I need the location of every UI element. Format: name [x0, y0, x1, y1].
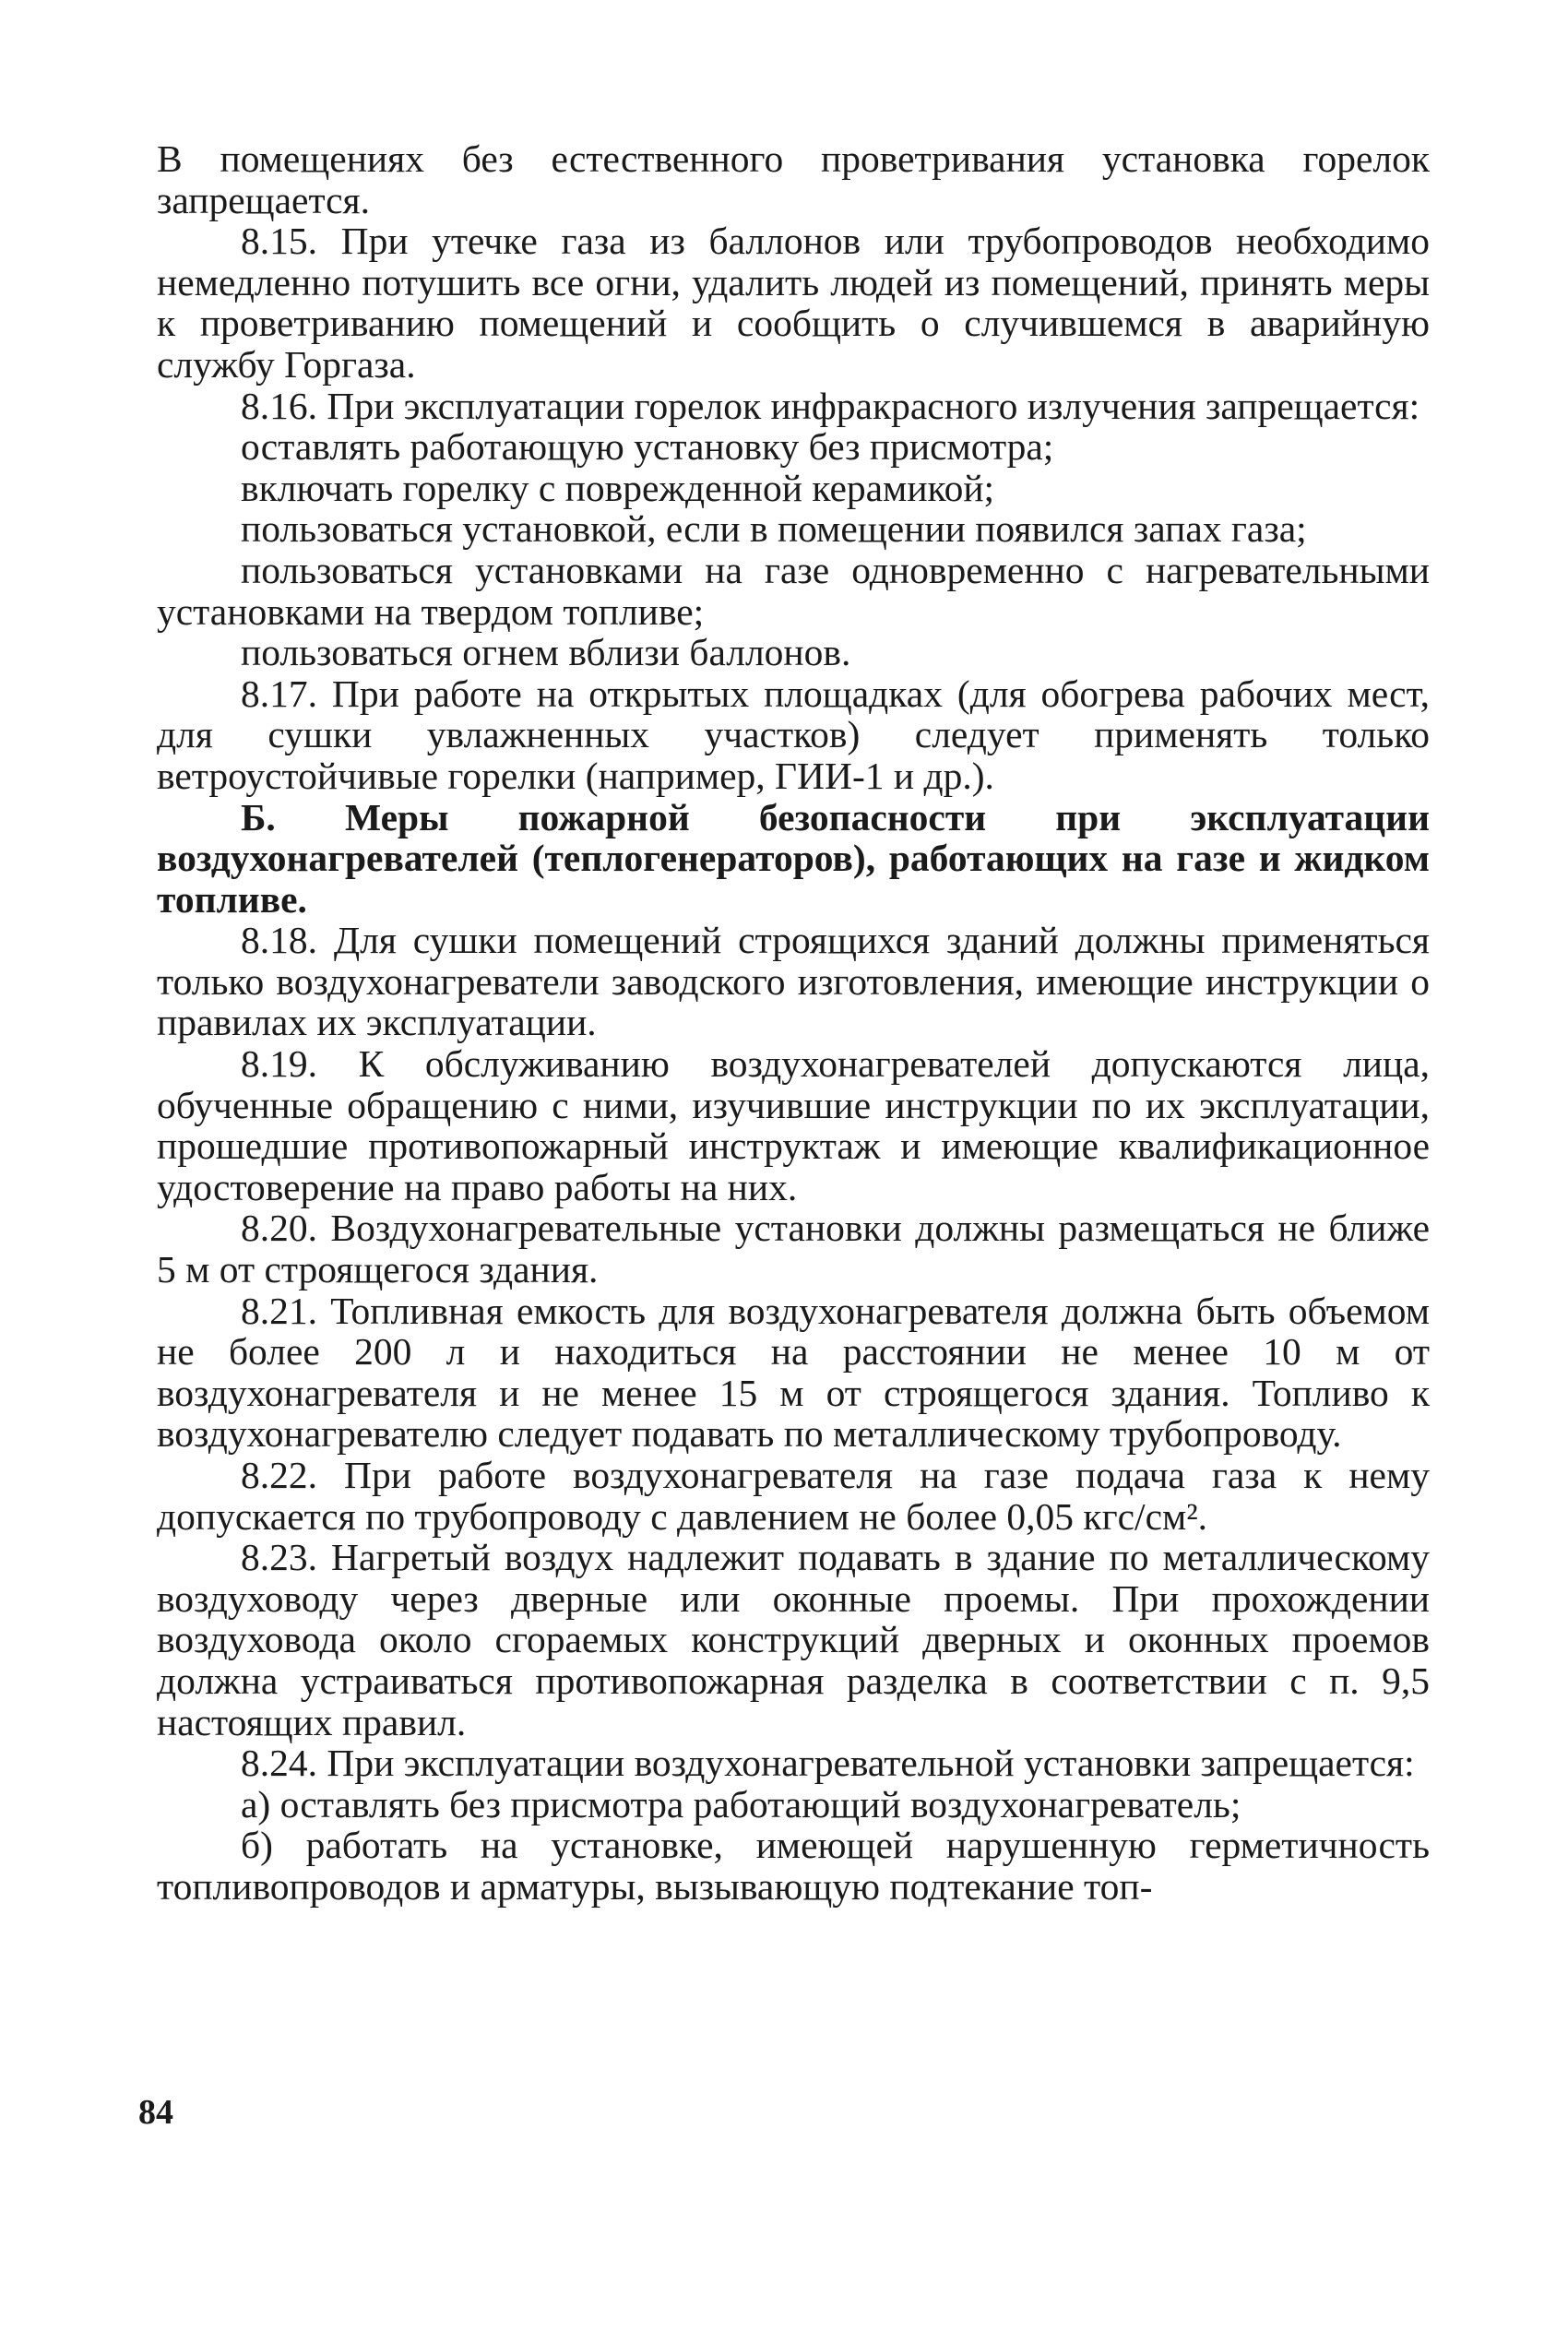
paragraph-8-20: 8.20. Воздухонагревательные установки должны размещаться не ближе 5 м от строящегося здания. — [157, 1207, 1430, 1291]
paragraph-8-16: 8.16. При эксплуатации горелок инфракрасного излучения запрещается: — [241, 384, 1420, 427]
list-item-8-16-1: оставлять работающую установку без присмотра; — [241, 425, 1054, 469]
list-item-8-16-2: включать горелку с поврежденной керамикой; — [241, 466, 995, 509]
paragraph-8-21: 8.21. Топливная емкость для воздухонагревателя должна быть объемом не более 200 л и находиться на расстоянии не менее 10 м от воздухонагревателя и не менее 15 м от строящегося здания. Топливо к воздухонагревателю следует подавать по металлическому трубопроводу. — [157, 1289, 1430, 1456]
paragraph-8-15: 8.15. При утечке газа из баллонов или трубопроводов необходимо немедленно потушить все огни, удалить людей из помещений, принять меры к проветриванию помещений и сообщить о случившемся в аварийную службу Горгаза. — [157, 220, 1430, 386]
list-item-8-16-5: пользоваться огнем вблизи баллонов. — [241, 631, 851, 674]
paragraph-8-18: 8.18. Для сушки помещений строящихся зданий должны применяться только воздухонагреватели заводского изготовления, имеющие инструкции о правилах их эксплуатации. — [157, 919, 1430, 1044]
paragraph-8-23: 8.23. Нагретый воздух надлежит подавать в здание по металлическому воздуховоду через дверные или оконные проемы. При прохождении воздуховода около сгораемых конструкций дверных и оконных проемов должна устраиваться противопожарная разделка в соответствии с п. 9,5 настоящих правил. — [157, 1536, 1430, 1743]
section-heading-b: Б. Меры пожарной безопасности при эксплуатации воздухонагревателей (теплогенераторов), работающих на газе и жидком топливе. — [157, 795, 1430, 921]
list-item-8-16-4: пользоваться установками на газе одновременно с нагревательными установками на твердом топливе; — [157, 548, 1430, 633]
list-item-8-16-3: пользоваться установкой, если в помещении появился запах газа; — [241, 507, 1307, 551]
paragraph-8-17: 8.17. При работе на открытых площадках (для обогрева рабочих мест, для сушки увлажненных участков) следует применять только ветроустойчивые горелки (например, ГИИ-1 и др.). — [157, 672, 1430, 797]
paragraph-8-24: 8.24. При эксплуатации воздухонагревательной установки запрещается: — [241, 1742, 1415, 1785]
page-body — [157, 138, 1430, 1908]
list-item-8-24-b: б) работать на установке, имеющей нарушенную герметичность топливопроводов и арматуры, вызывающую подтекание топ- — [157, 1824, 1430, 1908]
paragraph-8-19: 8.19. К обслуживанию воздухонагревателей допускаются лица, обученные обращению с ними, изучившие инструкции по их эксплуатации, прошедшие противопожарный инструктаж и имеющие квалификационное удостоверение на право работы на них. — [157, 1042, 1430, 1208]
paragraph-8-22: 8.22. При работе воздухонагревателя на газе подача газа к нему допускается по трубопроводу с давлением не более 0,05 кгс/см². — [157, 1454, 1430, 1538]
paragraph-fragment-intro: В помещениях без естественного проветривания установка горелок запрещается. — [157, 137, 1430, 221]
page-number: 84 — [138, 2093, 173, 2132]
list-item-8-24-a: а) оставлять без присмотра работающий воздухонагреватель; — [241, 1782, 1241, 1826]
